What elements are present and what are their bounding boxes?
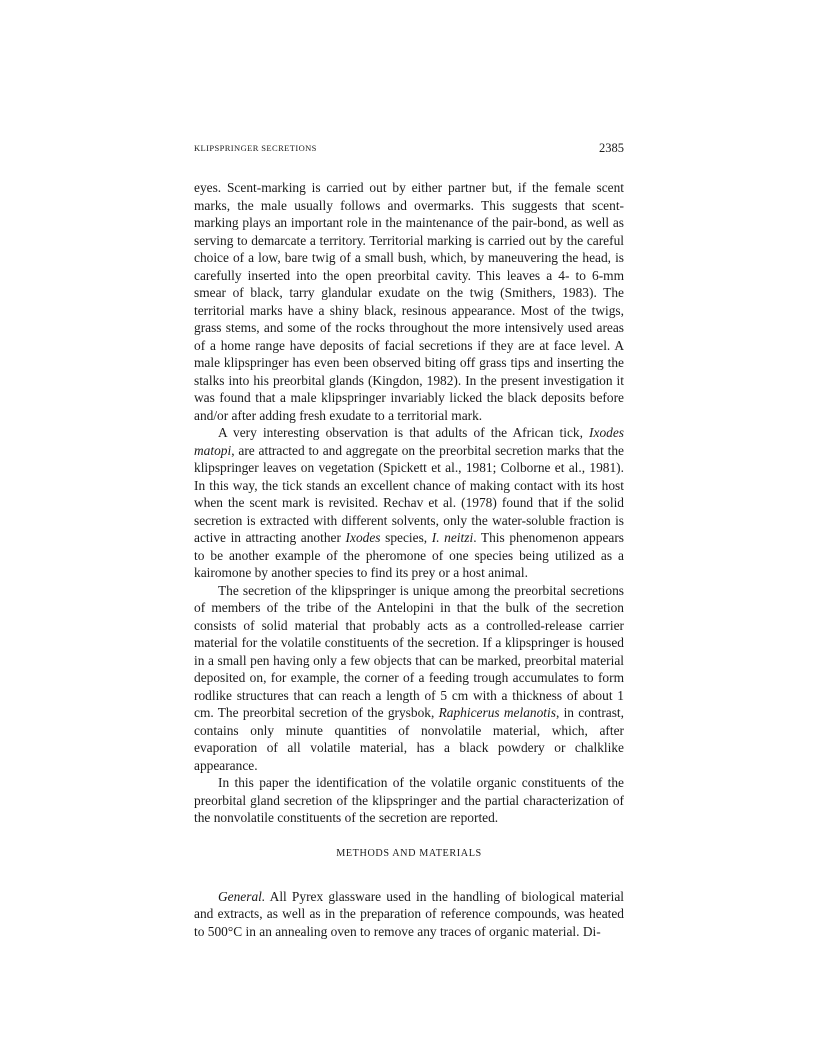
text-run: . This phenomenon appears to be another example of the pheromone of one species being utilized as a kairomone by another species to find its prey or a host animal. — [194, 530, 624, 580]
running-head — [194, 143, 624, 159]
italic-text: Raphicerus melanotis — [438, 705, 556, 720]
running-title: KLIPSPRINGER SECRETIONS — [194, 143, 317, 153]
italic-text: I. neitzi — [431, 530, 474, 545]
paragraph — [194, 582, 624, 775]
text-run: A very interesting observation is that adults of the African tick, — [218, 425, 590, 440]
page — [194, 143, 624, 940]
text-run: eyes. Scent-marking is carried out by either partner but, if the female scent marks, the male usually follows and overmarks. This suggests that scent-marking plays an important role in the maintenance of the pair-bond, as well as serving to demarcate a territory. Territorial marking is carried out by the careful choice of a low, bare twig of a small bush, which, by maneuvering the head, is carefully inserted into the open preorbital cavity. This leaves a 4- to 6-mm smear of black, tarry glandular exudate on the twig (Smithers, 1983). The territorial marks have a shiny black, resinous appearance. Most of the twigs, grass stems, and some of the rocks throughout the more intensively used areas of a home range have deposits of facial secretions if they are at face level. A male klipspringer has even been observed biting off grass tips and inserting the stalks into his preorbital glands (Kingdon, 1982). In the present investigation it was found that a male klipspringer invariably licked the black deposits before and/or after adding fresh exudate to a territorial mark. — [194, 180, 624, 423]
paragraph — [194, 424, 624, 582]
italic-text: Ixodes matopi — [194, 425, 624, 458]
text-run: species, — [380, 530, 432, 545]
paragraph — [194, 179, 624, 424]
text-run: , in contrast, contains only minute quantities of nonvolatile material, which, after evaporation of all volatile material, has a black powdery or chalklike appearance. — [194, 705, 625, 773]
italic-text: Ixodes — [345, 530, 381, 545]
text-run: All Pyrex glassware used in the handling of biological material and extracts, as well as in the preparation of reference compounds, was heated to 500°C in an annealing oven to remove any traces of organic material. Di- — [194, 888, 624, 939]
italic-text: General. — [218, 888, 266, 904]
paragraph — [194, 774, 624, 827]
page-number: 2385 — [599, 141, 624, 155]
text-run: The secretion of the klipspringer is unique among the preorbital secretions of members of the tribe of the Antelopini in that the bulk of the secretion consists of solid material that probably acts as a controlled-release carrier material for the volatile constituents of the secretion. If a klipspringer is housed in a small pen having only a few objects that can be marked, preorbital material deposited on, for example, the corner of a feeding trough accumulates to form rodlike structures that can reach a length of 5 cm with a thickness of about 1 cm. The preorbital secretion of the grysbok, — [194, 582, 624, 720]
section-heading: METHODS AND MATERIALS — [336, 847, 482, 859]
text-run: , are attracted to and aggregate on the preorbital secretion marks that the klipspringer leaves on vegetation (Spickett et al., 1981; Colborne et al., 1981). In this way, the tick stands an excellent chance of making contact with its host when the scent mark is revisited. Rechav et al. (1978) found that if the solid secretion is extracted with different solvents, only the water-soluble fraction is active in attracting another — [194, 442, 624, 545]
body-text — [194, 179, 624, 827]
section-body — [194, 888, 624, 941]
paragraph — [194, 888, 624, 941]
text-run: In this paper the identification of the volatile organic constituents of the preorbital gland secretion of the klipspringer and the partial characterization of the nonvolatile constituents of the secretion are reported. — [194, 775, 624, 825]
